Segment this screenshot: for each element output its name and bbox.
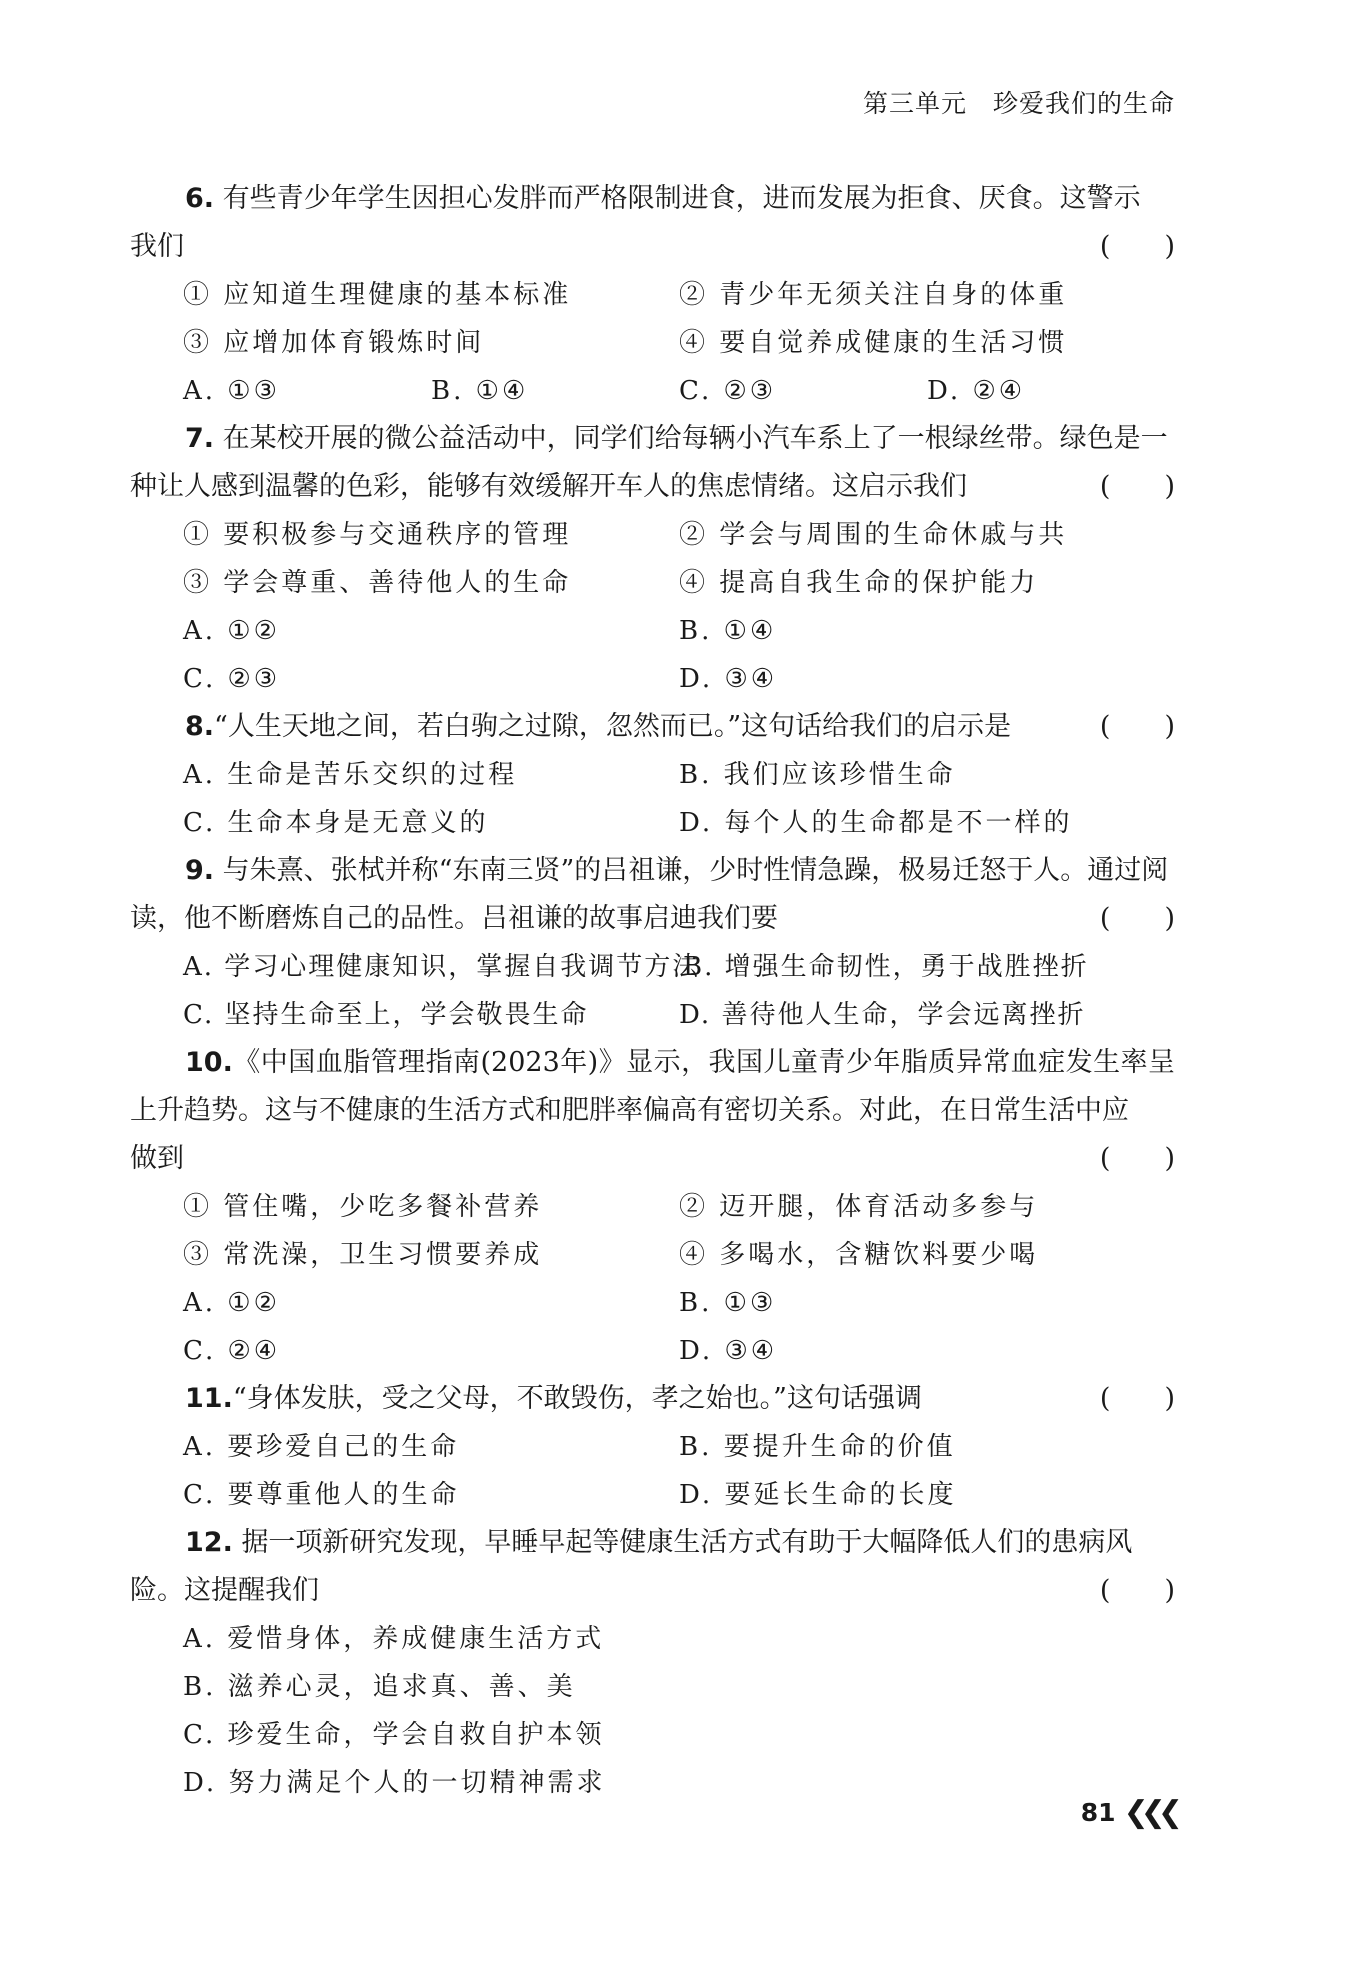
- answer-blank: ( ): [1099, 471, 1175, 502]
- questions-container: [130, 175, 1175, 1807]
- unit-header: 第三单元 珍爱我们的生命: [862, 89, 1175, 118]
- choice-row: C. ②④ D. ③④: [183, 1336, 778, 1366]
- option-row: ③ 常洗澡，卫生习惯要养成 ④ 多喝水，含糖饮料要少喝: [183, 1240, 1039, 1270]
- question-10: [130, 1039, 1175, 1375]
- answer-blank: ( ): [1099, 1383, 1175, 1414]
- choice-row: C. 生命本身是无意义的 D. 每个人的生命都是不一样的: [183, 808, 1073, 838]
- question-stem-last-line: 险。这提醒我们 ( ): [130, 1567, 1175, 1615]
- question-stem-last-line: 做到 ( ): [130, 1135, 1175, 1183]
- question-number: 8.: [185, 711, 215, 742]
- option-row: ③ 学会尊重、善待他人的生命 ④ 提高自我生命的保护能力: [183, 568, 1039, 598]
- question-6: [130, 175, 1175, 415]
- choice-row: A. ①③ B. ①④ C. ②③ D. ②④: [183, 376, 1026, 406]
- answer-blank: ( ): [1099, 903, 1175, 934]
- answer-blank: ( ): [1099, 1143, 1175, 1174]
- option-row: ① 应知道生理健康的基本标准 ② 青少年无须关注自身的体重: [183, 280, 1068, 310]
- choice-row: A. ①② B. ①③: [183, 1288, 777, 1318]
- choice-row: C. 珍爱生命，学会自救自护本领: [183, 1720, 605, 1750]
- question-9: [130, 847, 1175, 1039]
- question-number: 12.: [185, 1527, 233, 1558]
- question-8: [130, 703, 1175, 847]
- question-number: 9.: [185, 855, 215, 886]
- option-row: ① 要积极参与交通秩序的管理 ② 学会与周围的生命休戚与共: [183, 520, 1068, 550]
- choice-row: D. 努力满足个人的一切精神需求: [183, 1768, 606, 1798]
- page-number: 81: [1080, 1798, 1116, 1827]
- choice-row: A. 生命是苦乐交织的过程 B. 我们应该珍惜生命: [183, 760, 956, 790]
- option-row: ③ 应增加体育锻炼时间 ④ 要自觉养成健康的生活习惯: [183, 328, 1068, 358]
- answer-blank: ( ): [1099, 231, 1175, 262]
- question-stem-last-line: 11.“身体发肤，受之父母，不敢毁伤，孝之始也。”这句话强调 ( ): [130, 1375, 1175, 1423]
- choice-row: C. ②③ D. ③④: [183, 664, 778, 694]
- question-stem-last-line: 8.“人生天地之间，若白驹之过隙，忽然而已。”这句话给我们的启示是 ( ): [130, 703, 1175, 751]
- question-stem: 6. 有些青少年学生因担心发胖而严格限制进食，进而发展为拒食、厌食。这警示: [185, 183, 1141, 214]
- question-stem-last-line: 种让人感到温馨的色彩，能够有效缓解开车人的焦虑情绪。这启示我们 ( ): [130, 463, 1175, 511]
- option-row: ① 管住嘴，少吃多餐补营养 ② 迈开腿，体育活动多参与: [183, 1192, 1039, 1222]
- choice-row: C. 坚持生命至上，学会敬畏生命 D. 善待他人生命，学会远离挫折: [183, 1000, 1086, 1030]
- question-7: [130, 415, 1175, 703]
- choice-row: A. 要珍爱自己的生命 B. 要提升生命的价值: [183, 1432, 956, 1462]
- choice-row: A. 爱惜身体，养成健康生活方式: [183, 1624, 605, 1654]
- choice-row: B. 滋养心灵，追求真、善、美: [183, 1672, 576, 1702]
- chevrons-left-icon: ❮❮❮: [1123, 1795, 1175, 1830]
- page-footer: [1081, 1795, 1175, 1830]
- answer-blank: ( ): [1099, 711, 1175, 742]
- question-number: 6.: [185, 183, 215, 214]
- question-stem: 12. 据一项新研究发现，早睡早起等健康生活方式有助于大幅降低人们的患病风: [185, 1527, 1133, 1558]
- question-stem-last-line: 读，他不断磨炼自己的品性。吕祖谦的故事启迪我们要 ( ): [130, 895, 1175, 943]
- question-11: [130, 1375, 1175, 1519]
- question-number: 10.: [185, 1047, 233, 1078]
- question-number: 11.: [185, 1383, 233, 1414]
- question-stem: 7. 在某校开展的微公益活动中，同学们给每辆小汽车系上了一根绿丝带。绿色是一: [185, 423, 1168, 454]
- question-stem-last-line: 我们 ( ): [130, 223, 1175, 271]
- question-12: [130, 1519, 1175, 1807]
- question-stem: 10.《中国血脂管理指南(2023年)》显示，我国儿童青少年脂质异常血症发生率呈上升趋势。这与不健康的生活方式和肥胖率偏高有密切关系。对此，在日常生活中应: [130, 1047, 1175, 1126]
- question-number: 7.: [185, 423, 215, 454]
- question-stem: 9. 与朱熹、张栻并称“东南三贤”的吕祖谦，少时性情急躁，极易迁怒于人。通过阅: [185, 855, 1169, 886]
- answer-blank: ( ): [1099, 1575, 1175, 1606]
- choice-row: A. ①② B. ①④: [183, 616, 777, 646]
- choice-row: A. 学习心理健康知识，掌握自我调节方法 B. 增强生命韧性，勇于战胜挫折: [183, 952, 1089, 982]
- choice-row: C. 要尊重他人的生命 D. 要延长生命的长度: [183, 1480, 957, 1510]
